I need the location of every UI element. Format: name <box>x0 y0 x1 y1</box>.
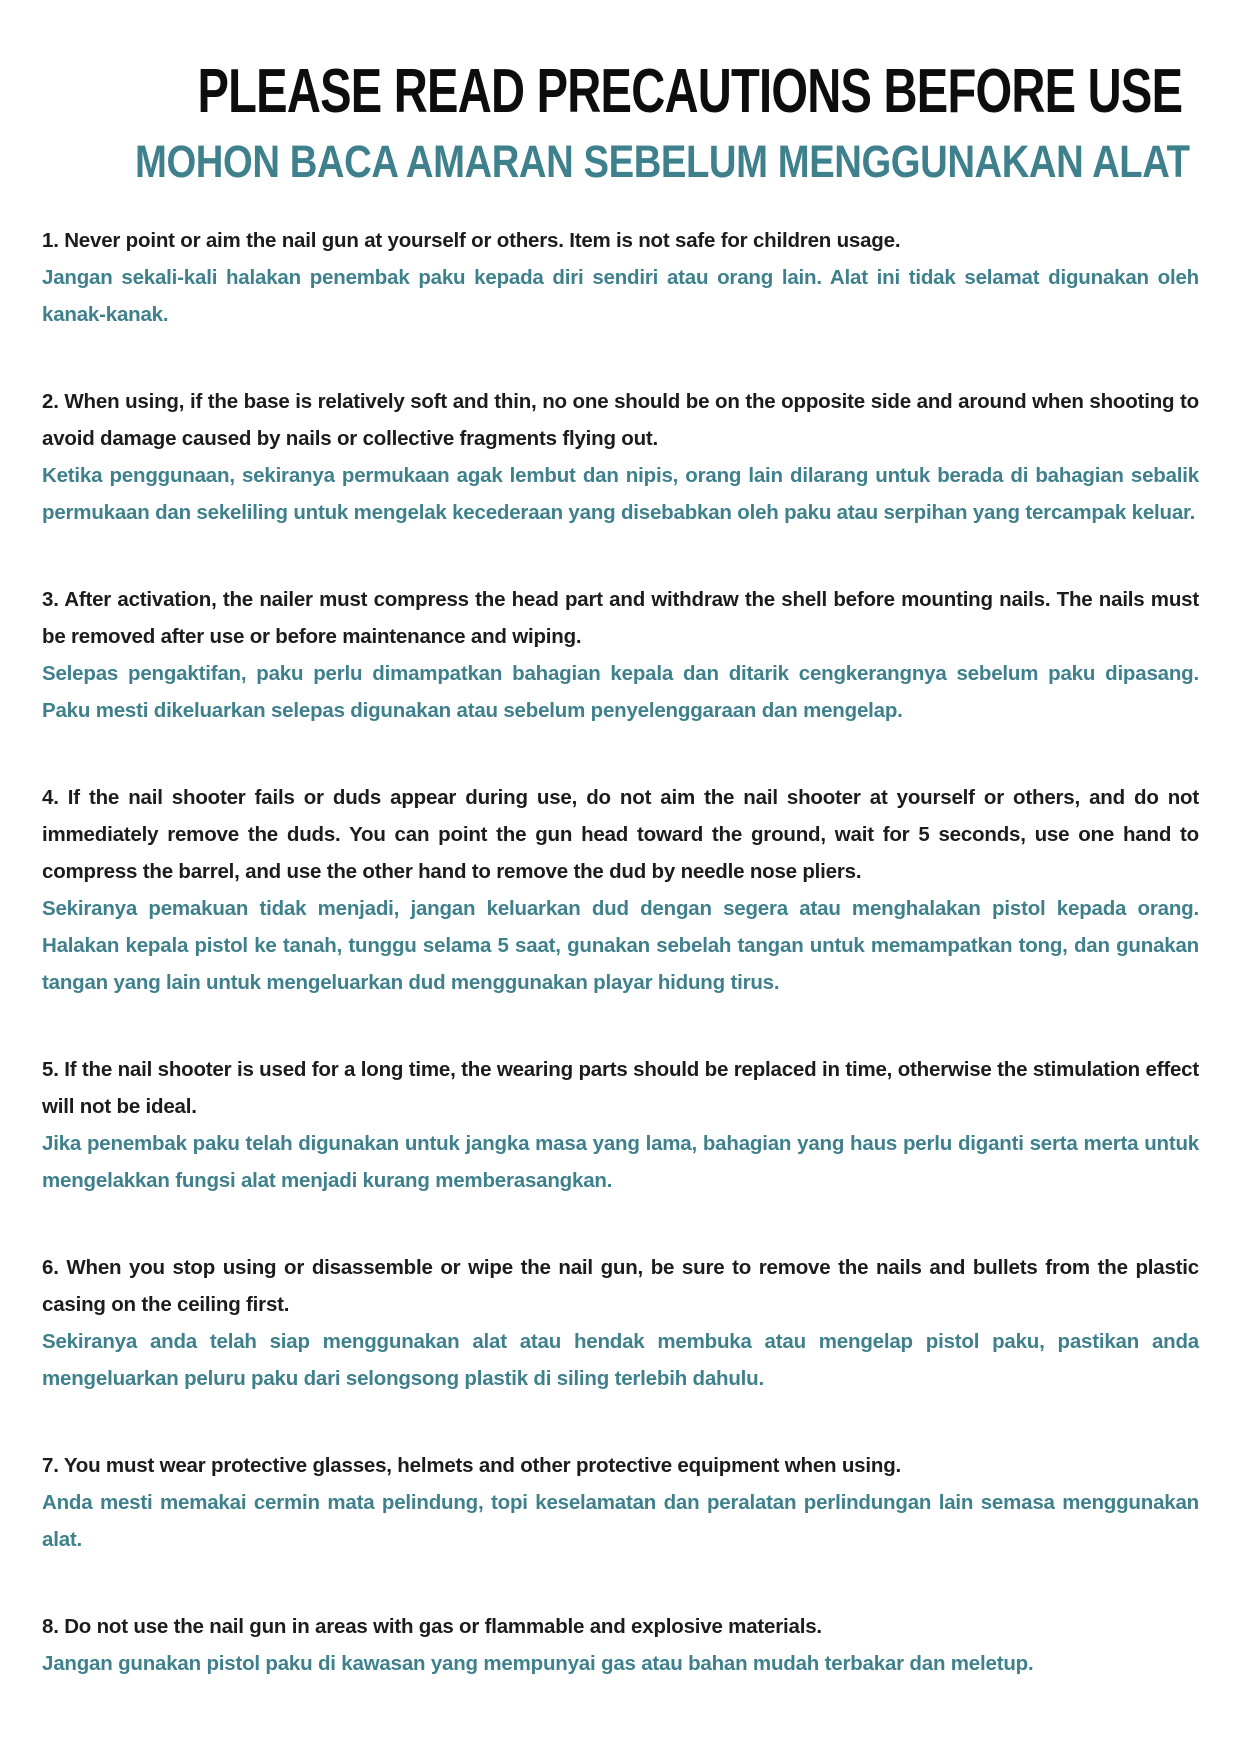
precaution-1-text-ms: Jangan sekali-kali halakan penembak paku kepada diri sendiri atau orang lain. Alat ini tidak selamat digunakan oleh kanak-kanak. <box>42 265 1199 326</box>
page-title-text: PLEASE READ PRECAUTIONS BEFORE USE <box>197 57 1183 126</box>
precaution-item-8 <box>42 1608 1199 1682</box>
precaution-8-text-ms: Jangan gunakan pistol paku di kawasan yang mempunyai gas atau bahan mudah terbakar dan meletup. <box>42 1651 1034 1675</box>
precaution-6-text-ms: Sekiranya anda telah siap menggunakan alat atau hendak membuka atau mengelap pistol paku, pastikan anda mengeluarkan peluru paku dari selongsong plastik di siling terlebih dahulu. <box>42 1329 1199 1390</box>
precaution-5-text-en: 5. If the nail shooter is used for a long time, the wearing parts should be replaced in time, otherwise the stimulation effect will not be ideal. <box>42 1057 1199 1118</box>
precaution-4-text-en: 4. If the nail shooter fails or duds appear during use, do not aim the nail shooter at yourself or others, and do not immediately remove the duds. You can point the gun head toward the ground, wait for 5 seconds, use one hand to compress the barrel, and use the other hand to remove the dud by needle nose pliers. <box>42 785 1199 883</box>
precaution-item-2 <box>42 383 1199 531</box>
precaution-item-3 <box>42 581 1199 729</box>
precaution-3-text-en: 3. After activation, the nailer must compress the head part and withdraw the shell before mounting nails. The nails must be removed after use or before maintenance and wiping. <box>42 587 1199 648</box>
precaution-item-1 <box>42 222 1199 333</box>
precaution-6-text-en: 6. When you stop using or disassemble or wipe the nail gun, be sure to remove the nails and bullets from the plastic casing on the ceiling first. <box>42 1255 1199 1316</box>
page-subtitle-text: MOHON BACA AMARAN SEBELUM MENGGUNAKAN ALAT <box>135 136 1190 188</box>
precaution-2-text-en: 2. When using, if the base is relatively soft and thin, no one should be on the opposite side and around when shooting to avoid damage caused by nails or collective fragments flying out. <box>42 389 1199 450</box>
precaution-5-text-ms: Jika penembak paku telah digunakan untuk jangka masa yang lama, bahagian yang haus perlu diganti serta merta untuk mengelakkan fungsi alat menjadi kurang memberasangkan. <box>42 1131 1199 1192</box>
precaution-3-text-ms: Selepas pengaktifan, paku perlu dimampatkan bahagian kepala dan ditarik cengkerangnya sebelum paku dipasang. Paku mesti dikeluarkan selepas digunakan atau sebelum penyelenggaraan dan mengelap. <box>42 661 1199 722</box>
precaution-item-7 <box>42 1447 1199 1558</box>
precaution-item-4 <box>42 779 1199 1001</box>
precaution-7-text-ms: Anda mesti memakai cermin mata pelindung, topi keselamatan dan peralatan perlindungan lain semasa menggunakan alat. <box>42 1490 1199 1551</box>
precaution-item-5 <box>42 1051 1199 1199</box>
page-title <box>42 58 1199 126</box>
precaution-2-text-ms: Ketika penggunaan, sekiranya permukaan agak lembut dan nipis, orang lain dilarang untuk berada di bahagian sebalik permukaan dan sekeliling untuk mengelak kecederaan yang disebabkan oleh paku atau serpihan yang tercampak keluar. <box>42 463 1199 524</box>
precaution-7-text-en: 7. You must wear protective glasses, helmets and other protective equipment when using. <box>42 1453 902 1477</box>
precaution-1-text-en: 1. Never point or aim the nail gun at yourself or others. Item is not safe for children usage. <box>42 228 901 252</box>
precaution-8-text-en: 8. Do not use the nail gun in areas with gas or flammable and explosive materials. <box>42 1614 822 1638</box>
page-subtitle <box>42 136 1199 188</box>
precaution-item-6 <box>42 1249 1199 1397</box>
precaution-4-text-ms: Sekiranya pemakuan tidak menjadi, jangan keluarkan dud dengan segera atau menghalakan pistol kepada orang. Halakan kepala pistol ke tanah, tunggu selama 5 saat, gunakan sebelah tangan untuk memampatkan tong, dan gunakan tangan yang lain untuk mengeluarkan dud menggunakan playar hidung tirus. <box>42 896 1199 994</box>
